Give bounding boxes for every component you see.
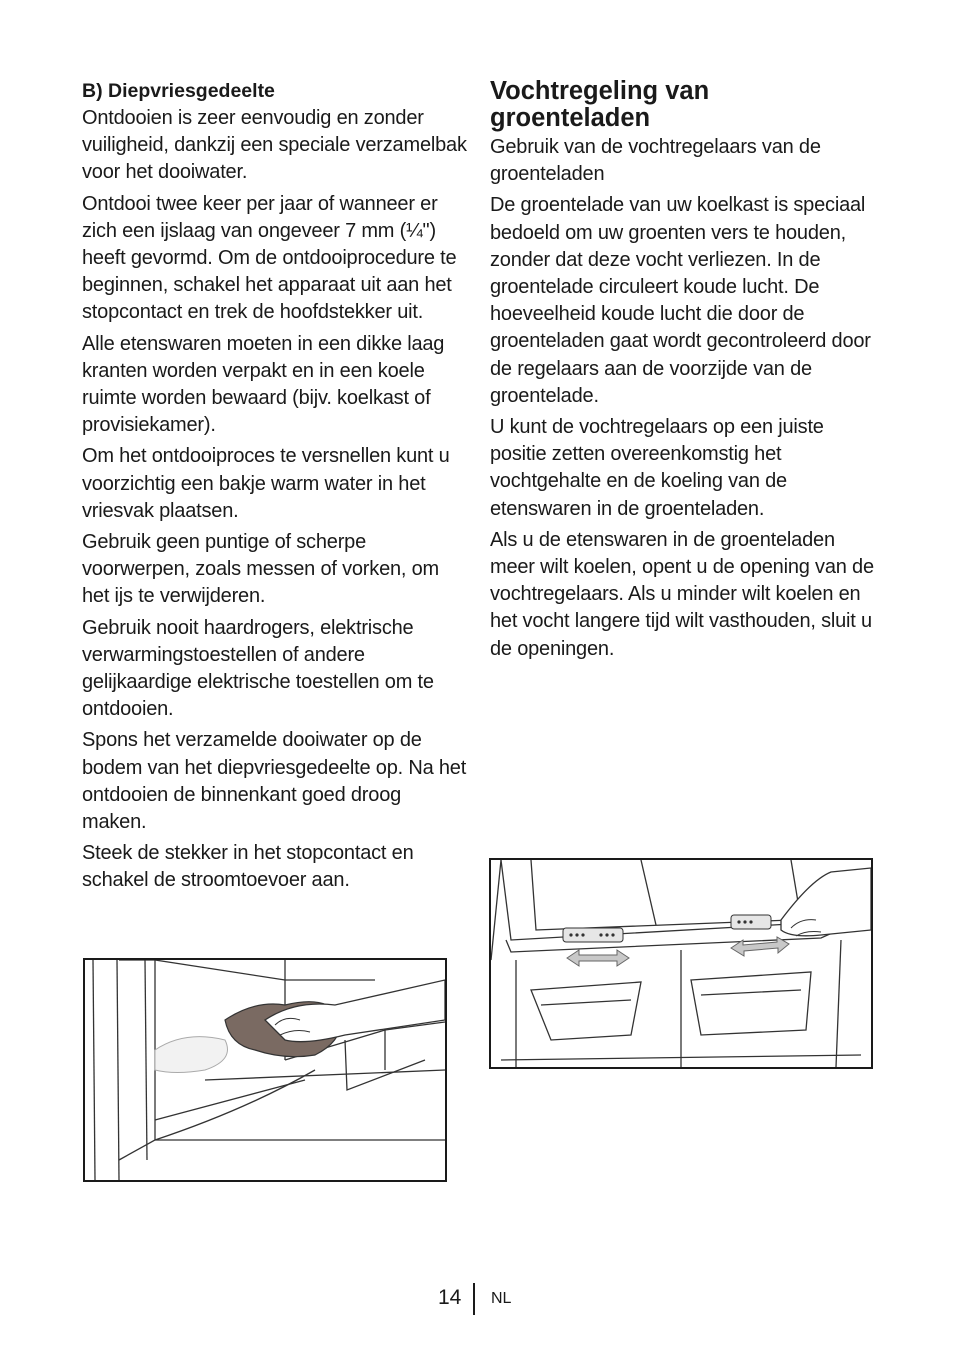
right-column [490,78,875,667]
language-label: NL [491,1290,512,1307]
crisper-humidity-illustration [489,858,873,1069]
paragraph: Steek de stekker in het stopcontact en schakel de stroomtoevoer aan. [82,842,414,892]
left-column [82,78,470,899]
paragraph: Om het ontdooiproces te versnellen kunt u voorzichtig een bakje warm water in het vriesvak plaatsen. [82,445,450,522]
paragraph: U kunt de vochtregelaars op een juiste positie zetten overeenkomstig het vochtgehalte en de koeling van de etenswaren in de groenteladen. [490,416,824,520]
paragraph: Alle etenswaren moeten in een dikke laag kranten worden verpakt en in een koele ruimte worden bewaard (bijv. koelkast of provisiekamer). [82,332,445,437]
paragraph: Spons het verzamelde dooiwater op de bodem van het diepvriesgedeelte op. Na het ontdooien de binnenkant goed droog maken. [82,729,467,834]
paragraph: Ontdooi twee keer per jaar of wanneer er zich een ijslaag van ongeveer 7 mm (¼") heeft gevormd. Om de ontdooiprocedure te beginnen, schakel het apparaat uit aan het stopcontact en trek de hoofdstekker uit. [82,192,457,324]
paragraph: Gebruik van de vochtregelaars van de groenteladen [490,136,821,186]
paragraph: Ontdooien is zeer eenvoudig en zonder vuiligheid, dankzij een speciale verzamelbak voor het dooiwater. [82,107,467,184]
footer-divider [473,1283,475,1315]
section-subheading: B) Diepvriesgedeelte [82,80,275,102]
section-heading: Vochtregeling van groenteladen [490,77,710,132]
paragraph: Gebruik geen puntige of scherpe voorwerpen, zoals messen of vorken, om het ijs te verwijderen. [82,531,440,608]
paragraph: De groentelade van uw koelkast is speciaal bedoeld om uw groenten vers te houden, zonder dat deze vocht verliezen. In de groentelade circuleert koude lucht. De hoeveelheid koude lucht die door de groenteladen gaat wordt gecontroleerd door de regelaars aan de voorzijde van de groentelade. [490,194,871,407]
paragraph: Als u de etenswaren in de groenteladen meer wilt koelen, opent u de opening van de vochtregelaars. Als u minder wilt koelen en het vocht langere tijd wilt vasthouden, sluit u de openingen. [490,528,874,660]
paragraph: Gebruik nooit haardrogers, elektrische verwarmingstoestellen of andere gelijkaardige elektrische toestellen om te ontdooien. [82,616,434,721]
page-number: 14 [438,1286,462,1309]
defrost-illustration [83,958,447,1182]
